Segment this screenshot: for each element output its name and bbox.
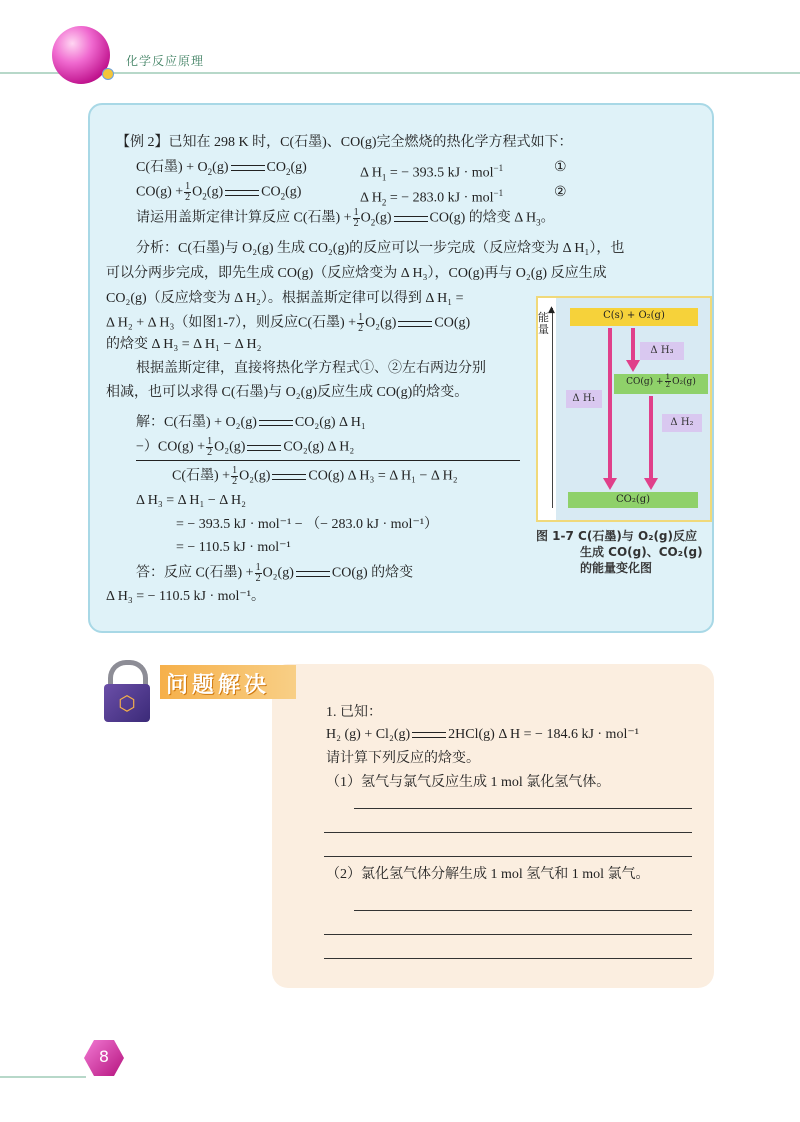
equation-1-number: ①	[554, 160, 567, 175]
answer-line[interactable]	[324, 856, 692, 857]
dh2-label: Δ H₂	[662, 414, 702, 432]
solution-line-2: −）CO(g) + $\frac{1}{2}$ O₂(g) CO₂(g) Δ H₂	[136, 436, 355, 458]
dh1-label: Δ H₁	[566, 390, 602, 408]
analysis-line-1: 分析：C(石墨)与 O₂(g) 生成 CO₂(g)的反应可以一步完成（反应焓变为 Δ H₁），也	[136, 241, 625, 256]
analysis-line-4: Δ H₂ + Δ H₃（如图1-7），则反应C(石墨) + $\frac{1}{2}$ O₂(g) CO(g)	[106, 312, 471, 334]
dh3-arrow	[631, 328, 635, 360]
solution-line-4: Δ H₃ = Δ H₁ − Δ H₂	[136, 493, 246, 508]
solution-line-6: = − 110.5 kJ · mol⁻¹	[176, 540, 291, 555]
problem-title: 问题解决	[166, 673, 271, 698]
solution-divider	[136, 460, 520, 461]
sub-question-2: （2）氯化氢气体分解生成 1 mol 氢气和 1 mol 氯气。	[326, 867, 650, 882]
header-title: 化学反应原理	[126, 54, 205, 68]
level-top: C(s) + O₂(g)	[570, 308, 698, 326]
energy-axis	[552, 308, 553, 508]
question-1: 1. 已知：	[326, 705, 382, 720]
equation-2-enthalpy: Δ $H_2$ = − 283.0 kJ · mol$^{-1}$	[360, 188, 504, 208]
analysis-line-2: 可以分两步完成，即先生成 CO(g)（反应焓变为 Δ H₃），CO(g)再与 O₂(g) 反应生成	[106, 266, 607, 281]
header-molecule-icon	[102, 68, 114, 80]
dh2-arrowhead-icon	[644, 478, 658, 490]
equation-1-enthalpy: Δ $H_1$ = − 393.5 kJ · mol$^{-1}$	[360, 163, 504, 183]
equation-1: C(石墨) + $O_2(g)$ $CO_2(g)$	[136, 160, 307, 177]
question-1-ask: 请计算下列反应的焓变。	[326, 751, 480, 766]
answer-line-2: Δ H₃ = − 110.5 kJ · mol⁻¹。	[106, 589, 265, 604]
figure-caption: 图 1-7 C(石墨)与 O₂(g)反应 生成 CO(g)、CO₂(g) 的能量变化图	[536, 529, 703, 575]
example-question: 请运用盖斯定律计算反应 C(石墨) + $\frac{1}{2}$ $O_2(g)$ CO(g) 的焓变 Δ $H_3$。	[136, 207, 555, 229]
sub-question-1: （1）氢气与氯气反应生成 1 mol 氯化氢气体。	[326, 775, 611, 790]
dh1-arrow	[608, 328, 612, 478]
footer-rule	[0, 1076, 86, 1078]
solution-line-3: C(石墨) + $\frac{1}{2}$ O₂(g) CO(g) Δ H₃ = Δ H₁ − Δ H₂	[172, 465, 458, 487]
solution-line-5: = − 393.5 kJ · mol⁻¹ − （− 283.0 kJ · mol⁻¹）	[176, 517, 439, 532]
analysis-line-7: 相减，也可以求得 C(石墨)与 O₂(g)反应生成 CO(g)的焓变。	[106, 385, 469, 400]
answer-line[interactable]	[354, 808, 692, 809]
analysis-line-5: 的焓变 Δ H₃ = Δ H₁ − Δ H₂	[106, 337, 262, 352]
example-intro: 【例 2】已知在 298 K 时，C(石墨)、CO(g)完全燃烧的热化学方程式如下：	[116, 135, 573, 150]
solution-line-1: 解：C(石墨) + O₂(g) CO₂(g) Δ H₁	[136, 415, 366, 430]
equation-2-number: ②	[554, 185, 567, 200]
equation-2: CO(g) + $\frac{1}{2}$ $O_2(g)$ $CO_2(g)$	[136, 181, 302, 203]
dh3-label: Δ H₃	[640, 342, 684, 360]
answer-line[interactable]	[324, 958, 692, 959]
answer-line-1: 答：反应 C(石墨) + $\frac{1}{2}$ O₂(g) CO(g) 的焓变	[136, 562, 414, 584]
energy-axis-arrow-icon: ▲	[548, 305, 555, 315]
answer-line[interactable]	[354, 910, 692, 911]
level-middle: CO(g) + $\frac{1}{2}$ O₂(g)	[614, 374, 708, 394]
answer-line[interactable]	[324, 832, 692, 833]
energy-axis-label: 能量	[538, 311, 549, 336]
analysis-line-3: CO₂(g)（反应焓变为 Δ H₂）。根据盖斯定律可以得到 Δ H₁ =	[106, 291, 464, 306]
hexagon-icon: ⬡	[118, 691, 136, 715]
dh2-arrow	[649, 396, 653, 478]
page-number: 8	[98, 1047, 110, 1066]
dh1-arrowhead-icon	[603, 478, 617, 490]
analysis-line-6: 根据盖斯定律，直接将热化学方程式①、②左右两边分别	[136, 361, 486, 376]
level-bottom: CO₂(g)	[568, 492, 698, 508]
question-1-equation: H₂ (g) + Cl₂(g) 2HCl(g) Δ H = − 184.6 kJ · mol⁻¹	[326, 727, 639, 742]
answer-line[interactable]	[324, 934, 692, 935]
dh3-arrowhead-icon	[626, 360, 640, 372]
header-rule	[0, 72, 800, 74]
